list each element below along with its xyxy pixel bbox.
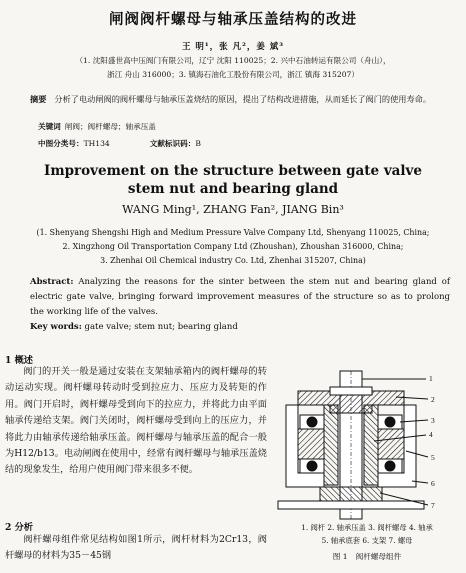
chinese-keywords-label: 关键词 [38, 122, 61, 131]
english-title-line2: stem nut and bearing gland [127, 181, 339, 197]
chinese-affiliation-line1: （1. 沈阳盛世高中压阀门有限公司，辽宁 沈阳 110025；2. 兴中石油转运有限公司（舟山）， [75, 56, 391, 65]
callout-3: 3 [431, 416, 435, 425]
stem-nut-left [324, 405, 338, 485]
chinese-title: 闸阀阀杆螺母与轴承压盖结构的改进 [109, 11, 357, 28]
english-abstract-label: Abstract: [30, 277, 74, 287]
english-keywords-text: gate valve; stem nut; bearing gland [81, 322, 238, 332]
chinese-keywords-text: 闸阀；阀杆螺母；轴承压盖 [64, 122, 156, 131]
doc-code-value: B [195, 139, 201, 148]
chinese-abstract-label: 摘要 [30, 94, 47, 104]
figure-title [272, 551, 462, 562]
section2-text: 阀杆螺母组件常见结构如图1所示，阀杆材料为2Cr13，阀杆螺母的材料为35－45钢 [5, 534, 267, 562]
english-abstract-text: Analyzing the reasons for the sinter between the stem nut and bearing gland of electric gate valve, bringing forward improvement measures of the structure so as to prolong the working life of the valves. [30, 277, 450, 317]
section2-body [5, 532, 267, 565]
english-title-line1: Improvement on the structure between gate valve [44, 163, 422, 179]
callout-4: 4 [429, 430, 433, 439]
stem-nut-right [364, 405, 378, 485]
figure-caption-line1: 1. 阀杆 2. 轴承压盖 3. 阀杆螺母 4. 轴承 [301, 523, 433, 532]
chinese-abstract [30, 92, 450, 106]
english-abstract [30, 275, 450, 320]
figure-number: 图 1 [332, 552, 348, 561]
class-number-label: 中图分类号： [38, 139, 84, 148]
stem-nut-assembly-drawing [276, 365, 451, 525]
chinese-abstract-text: 分析了电动闸阀的阀杆螺母与轴承压盖烧结的原因，提出了结构改进措施，从而延长了阀门的使用寿命。 [54, 94, 432, 104]
section1-heading: 1 概述 [5, 355, 33, 366]
english-affiliation3: 3. Zhenhai Oil Chemical industry Co. Ltd, Zhenhai 315207, China) [100, 256, 366, 265]
chinese-affiliation-line2: 浙江 舟山 316000；3. 镇海石油化工股份有限公司，浙江 镇海 315207） [107, 70, 359, 79]
classification-line [38, 138, 201, 149]
callout-7: 7 [431, 501, 435, 510]
callout-6: 6 [431, 479, 435, 488]
bracket-flange [278, 501, 424, 509]
chinese-keywords [38, 121, 156, 132]
callout-5: 5 [431, 453, 435, 462]
section2-heading: 2 分析 [5, 522, 33, 533]
figure-title-text: 阀杆螺母组件 [355, 552, 402, 561]
figure-caption-line2: 5. 轴承底套 6. 支架 7. 螺母 [321, 536, 413, 545]
lock-nut [320, 487, 382, 501]
english-keywords [30, 322, 238, 332]
doc-code-label: 文献标识码： [149, 139, 196, 148]
english-keywords-label: Key words: [30, 322, 82, 332]
callout-1: 1 [429, 374, 433, 383]
english-authors: WANG Ming¹, ZHANG Fan², JIANG Bin³ [122, 203, 344, 216]
section1-text: 阀门的开关一般是通过安装在支架轴承箱内的阀杆螺母的转动运动实现。阀杆螺母转动时受到拉应力、压应力及转矩的作用。阀门开启时，阀杆螺母受到向下的拉应力，并将此力由平面轴承传递给支架。阀门关闭时，阀杆螺母受到向上的压应力，并将此力由轴承传递给轴承压盖。阀杆螺母与轴承压盖的配合一般为H12/b13。电动闸阀在使用中，经常有阀杆螺母与轴承压盖烧结的现象发生，给用户使用阀门带来很多不便。 [5, 366, 267, 476]
english-affiliation1: (1. Shenyang Shengshi High and Medium Pressure Valve Company Ltd, Shenyang 110025, China; [36, 228, 430, 237]
class-number-value: TH134 [83, 139, 110, 148]
callout-2: 2 [431, 395, 435, 404]
chinese-authors: 王 明¹，张 凡²，姜 斌³ [181, 42, 285, 52]
english-affiliation2: 2. Xingzhong Oil Transportation Company Ltd (Zhoushan), Zhoushan 316000, China; [62, 242, 404, 251]
section1-body [5, 364, 267, 479]
